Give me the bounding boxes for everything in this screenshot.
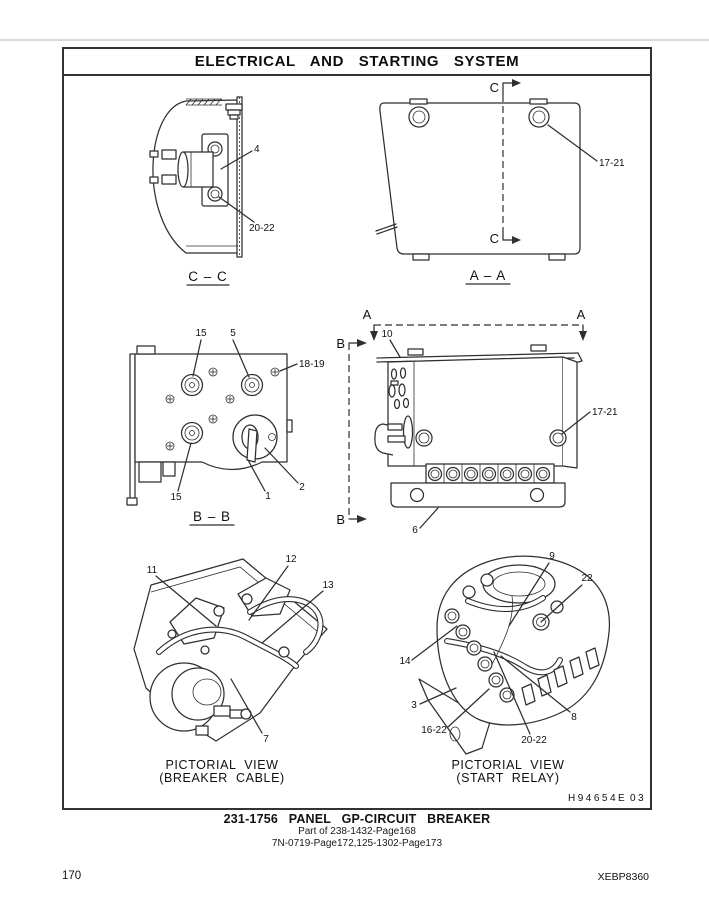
view-label-aa: A – A bbox=[469, 268, 507, 283]
section-marker-b-bottom: B bbox=[336, 512, 345, 527]
callout-1: 1 bbox=[265, 491, 271, 502]
callout-15-bottom: 15 bbox=[170, 492, 182, 503]
callout-22: 22 bbox=[581, 573, 593, 584]
view-section-bb bbox=[127, 328, 325, 525]
view-assembly bbox=[336, 307, 618, 536]
media-number: XEBP8360 bbox=[597, 871, 649, 883]
breaker-1 bbox=[182, 375, 203, 396]
callout-20-22-relay: 20-22 bbox=[521, 735, 547, 746]
callout-16-22: 16-22 bbox=[421, 725, 447, 736]
callout-18-19: 18-19 bbox=[299, 359, 325, 370]
doc-revision: 03 bbox=[630, 793, 647, 804]
title-block bbox=[62, 812, 652, 849]
section-marker-c-top: C bbox=[489, 80, 499, 95]
section-marker-c-bottom: C bbox=[489, 231, 499, 246]
section-marker-a-right: A bbox=[576, 307, 586, 322]
doc-number: H94654E bbox=[568, 793, 628, 804]
section-marker-a-left: A bbox=[362, 307, 372, 322]
callout-8: 8 bbox=[571, 712, 577, 723]
callout-7: 7 bbox=[263, 734, 269, 745]
callout-3: 3 bbox=[411, 700, 417, 711]
page-title: ELECTRICAL AND STARTING SYSTEM bbox=[194, 53, 520, 70]
callout-17-21: 17-21 bbox=[599, 158, 625, 169]
caption-pictorial-relay: PICTORIAL VIEW bbox=[451, 758, 565, 772]
callout-6: 6 bbox=[412, 525, 418, 536]
callout-11: 11 bbox=[146, 565, 158, 576]
breaker-2 bbox=[242, 375, 263, 396]
view-pictorial-relay bbox=[399, 551, 609, 785]
view-section-cc bbox=[150, 97, 275, 285]
part-title: 231-1756 PANEL GP-CIRCUIT BREAKER bbox=[223, 812, 491, 826]
callout-9: 9 bbox=[549, 551, 555, 562]
view-pictorial-breaker bbox=[134, 554, 334, 785]
view-label-bb: B – B bbox=[192, 509, 232, 524]
view-section-aa bbox=[376, 79, 625, 284]
callout-4: 4 bbox=[254, 144, 260, 155]
caption-pictorial-breaker: PICTORIAL VIEW bbox=[165, 758, 279, 772]
callout-10: 10 bbox=[381, 329, 393, 340]
reference-note: 7N-0719-Page172,125-1302-Page173 bbox=[271, 837, 443, 849]
callout-17-21-main: 17-21 bbox=[592, 407, 618, 418]
view-label-cc: C – C bbox=[188, 269, 228, 284]
subcaption-start-relay: (START RELAY) bbox=[456, 771, 560, 785]
section-marker-b-top: B bbox=[336, 336, 345, 351]
callout-2: 2 bbox=[299, 482, 305, 493]
callout-15-top: 15 bbox=[195, 328, 207, 339]
subcaption-breaker-cable: (BREAKER CABLE) bbox=[159, 771, 285, 785]
callout-5: 5 bbox=[230, 328, 236, 339]
part-of-note: Part of 238-1432-Page168 bbox=[298, 826, 416, 838]
callout-12: 12 bbox=[285, 554, 297, 565]
callout-13: 13 bbox=[322, 580, 334, 591]
page-number: 170 bbox=[62, 870, 82, 882]
callout-14: 14 bbox=[399, 656, 411, 667]
callout-20-22: 20-22 bbox=[249, 223, 275, 234]
breaker-3 bbox=[182, 423, 203, 444]
